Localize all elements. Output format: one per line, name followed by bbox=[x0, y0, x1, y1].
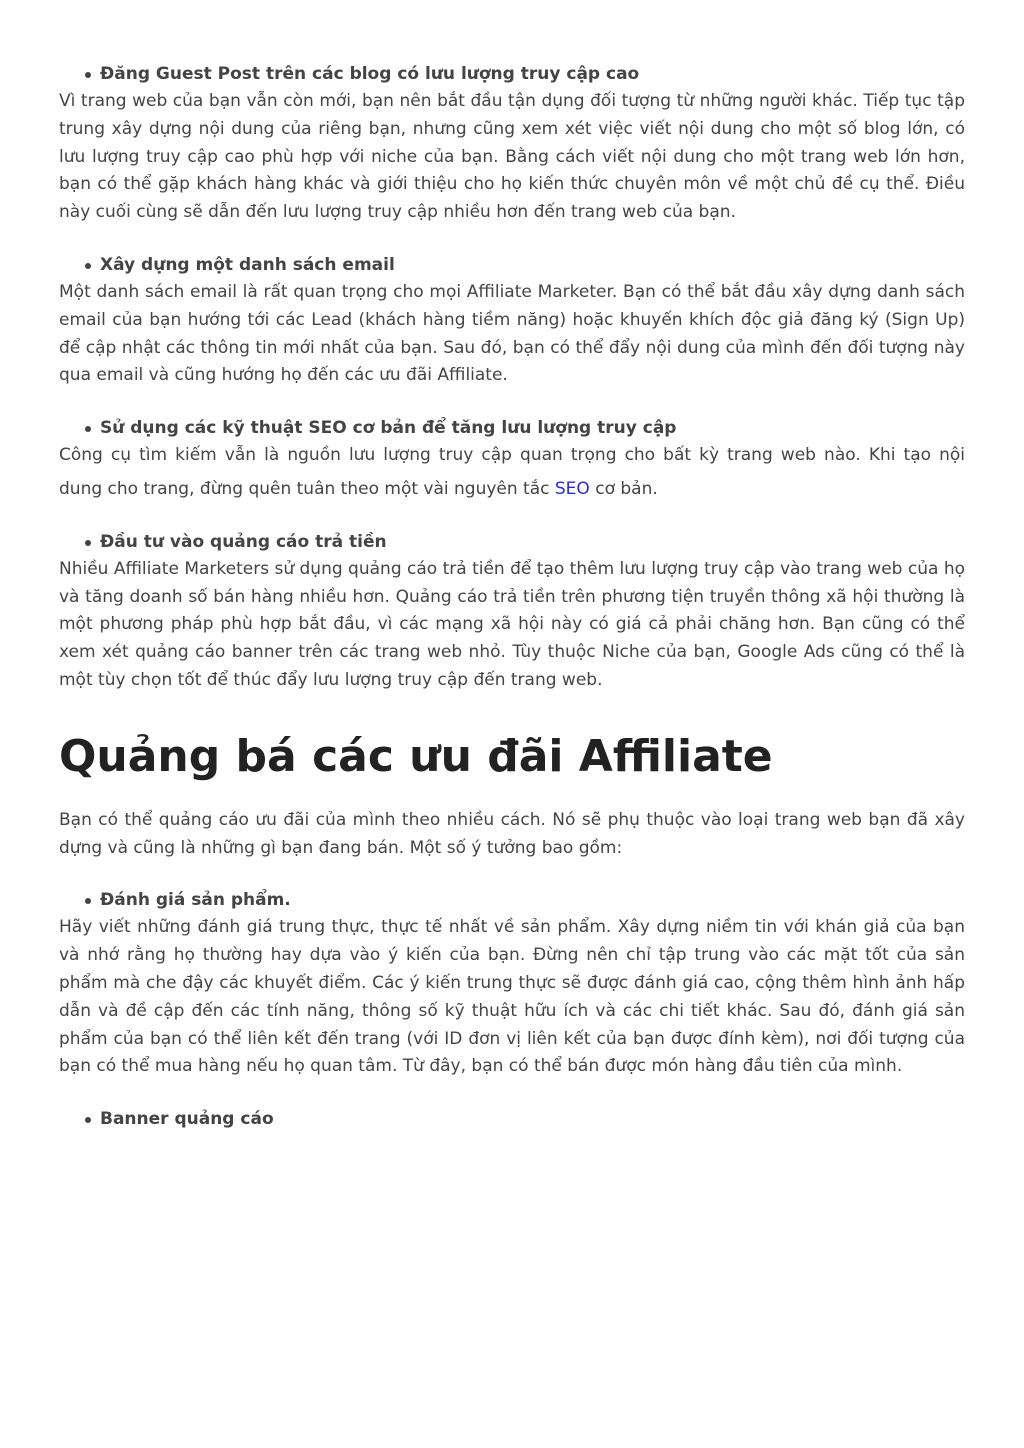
seo-text-line1: Công cụ tìm kiếm vẫn là nguồn lưu lượng truy cập quan trọng cho bất kỳ trang web nào. Khi tạo nội bbox=[59, 445, 965, 466]
bullet-list-guest-post bbox=[59, 60, 965, 88]
bullet-list-email bbox=[59, 251, 965, 279]
paragraph-product-review: Hãy viết những đánh giá trung thực, thực tế nhất về sản phẩm. Xây dựng niềm tin với khán giả của bạn và nhớ rằng họ thường hay dựa vào ý kiến của bạn. Đừng nên chỉ tập trung vào các mặt tốt của sản phẩm mà che đậy các khuyết điểm. Các ý kiến trung thực sẽ được đánh giá cao, cộng thêm hình ảnh hấp dẫn và đề cập đến các tính năng, thông số kỹ thuật hữu ích và các chi tiết khác. Sau đó, đánh giá sản phẩm của bạn có thể liên kết đến trang (với ID đơn vị liên kết của bạn được đính kèm), nơi đối tượng của bạn có thể mua hàng nếu họ quan tâm. Từ đây, bạn có thể bán được món hàng đầu tiên của mình. bbox=[59, 917, 965, 1077]
bullet-seo: Sử dụng các kỹ thuật SEO cơ bản để tăng lưu lượng truy cập bbox=[100, 414, 965, 442]
article-body bbox=[59, 60, 965, 1133]
bullet-list-banner bbox=[59, 1105, 965, 1133]
paragraph-guest-post: Vì trang web của bạn vẫn còn mới, bạn nên bắt đầu tận dụng đối tượng từ những người khác. Tiếp tục tập trung xây dựng nội dung của riêng bạn, nhưng cũng xem xét việc viết nội dung cho một số blog lớn, có lưu lượng truy cập cao phù hợp với niche của bạn. Bằng cách viết nội dung cho một trang web lớn hơn, bạn có thể gặp khách hàng khác và giới thiệu cho họ kiến thức chuyên môn về một chủ đề cụ thể. Điều này cuối cùng sẽ dẫn đến lưu lượng truy cập nhiều hơn đến trang web của bạn. bbox=[59, 91, 965, 223]
heading-promote-offers: Quảng bá các ưu đãi Affiliate bbox=[59, 730, 773, 782]
bullet-product-review: Đánh giá sản phẩm. bbox=[100, 886, 965, 914]
bullet-paid-ads: Đầu tư vào quảng cáo trả tiền bbox=[100, 528, 965, 556]
seo-text-after-link: cơ bản. bbox=[589, 478, 658, 499]
bullet-guest-post: Đăng Guest Post trên các blog có lưu lượng truy cập cao bbox=[100, 60, 965, 88]
bullet-banner: Banner quảng cáo bbox=[100, 1105, 965, 1133]
paragraph-paid-ads: Nhiều Affiliate Marketers sử dụng quảng cáo trả tiền để tạo thêm lưu lượng truy cập vào trang web của họ và tăng doanh số bán hàng nhiều hơn. Quảng cáo trả tiền trên phương tiện truyền thông xã hội thường là một phương pháp phù hợp bắt đầu, vì các mạng xã hội này có giá cả phải chăng hơn. Bạn cũng có thể xem xét quảng cáo banner trên các trang web nhỏ. Tùy thuộc Niche của bạn, Google Ads cũng có thể là một tùy chọn tốt để thúc đẩy lưu lượng truy cập đến trang web. bbox=[59, 558, 965, 690]
seo-link[interactable]: SEO bbox=[554, 478, 590, 499]
paragraph-email-list: Một danh sách email là rất quan trọng cho mọi Affiliate Marketer. Bạn có thể bắt đầu xây dựng danh sách email của bạn hướng tới các Lead (khách hàng tiềm năng) hoặc khuyến khích độc giả đăng ký (Sign Up) để cập nhật các thông tin mới nhất của bạn. Sau đó, bạn có thể đẩy nội dung của mình đến đối tượng này qua email và cũng hướng họ đến các ưu đãi Affiliate. bbox=[59, 281, 965, 386]
bullet-list-paid-ads bbox=[59, 528, 965, 556]
seo-text-before-link: dung cho trang, đừng quên tuân theo một vài nguyên tắc bbox=[59, 478, 555, 499]
bullet-list-seo bbox=[59, 414, 965, 442]
seo-text-line2 bbox=[59, 476, 658, 504]
paragraph-promo-intro: Bạn có thể quảng cáo ưu đãi của mình theo nhiều cách. Nó sẽ phụ thuộc vào loại trang web bạn đã xây dựng và cũng là những gì bạn đang bán. Một số ý tưởng bao gồm: bbox=[59, 809, 965, 858]
paragraph-seo bbox=[59, 442, 965, 504]
bullet-email-list: Xây dựng một danh sách email bbox=[100, 251, 965, 279]
bullet-list-product-review bbox=[59, 886, 965, 914]
